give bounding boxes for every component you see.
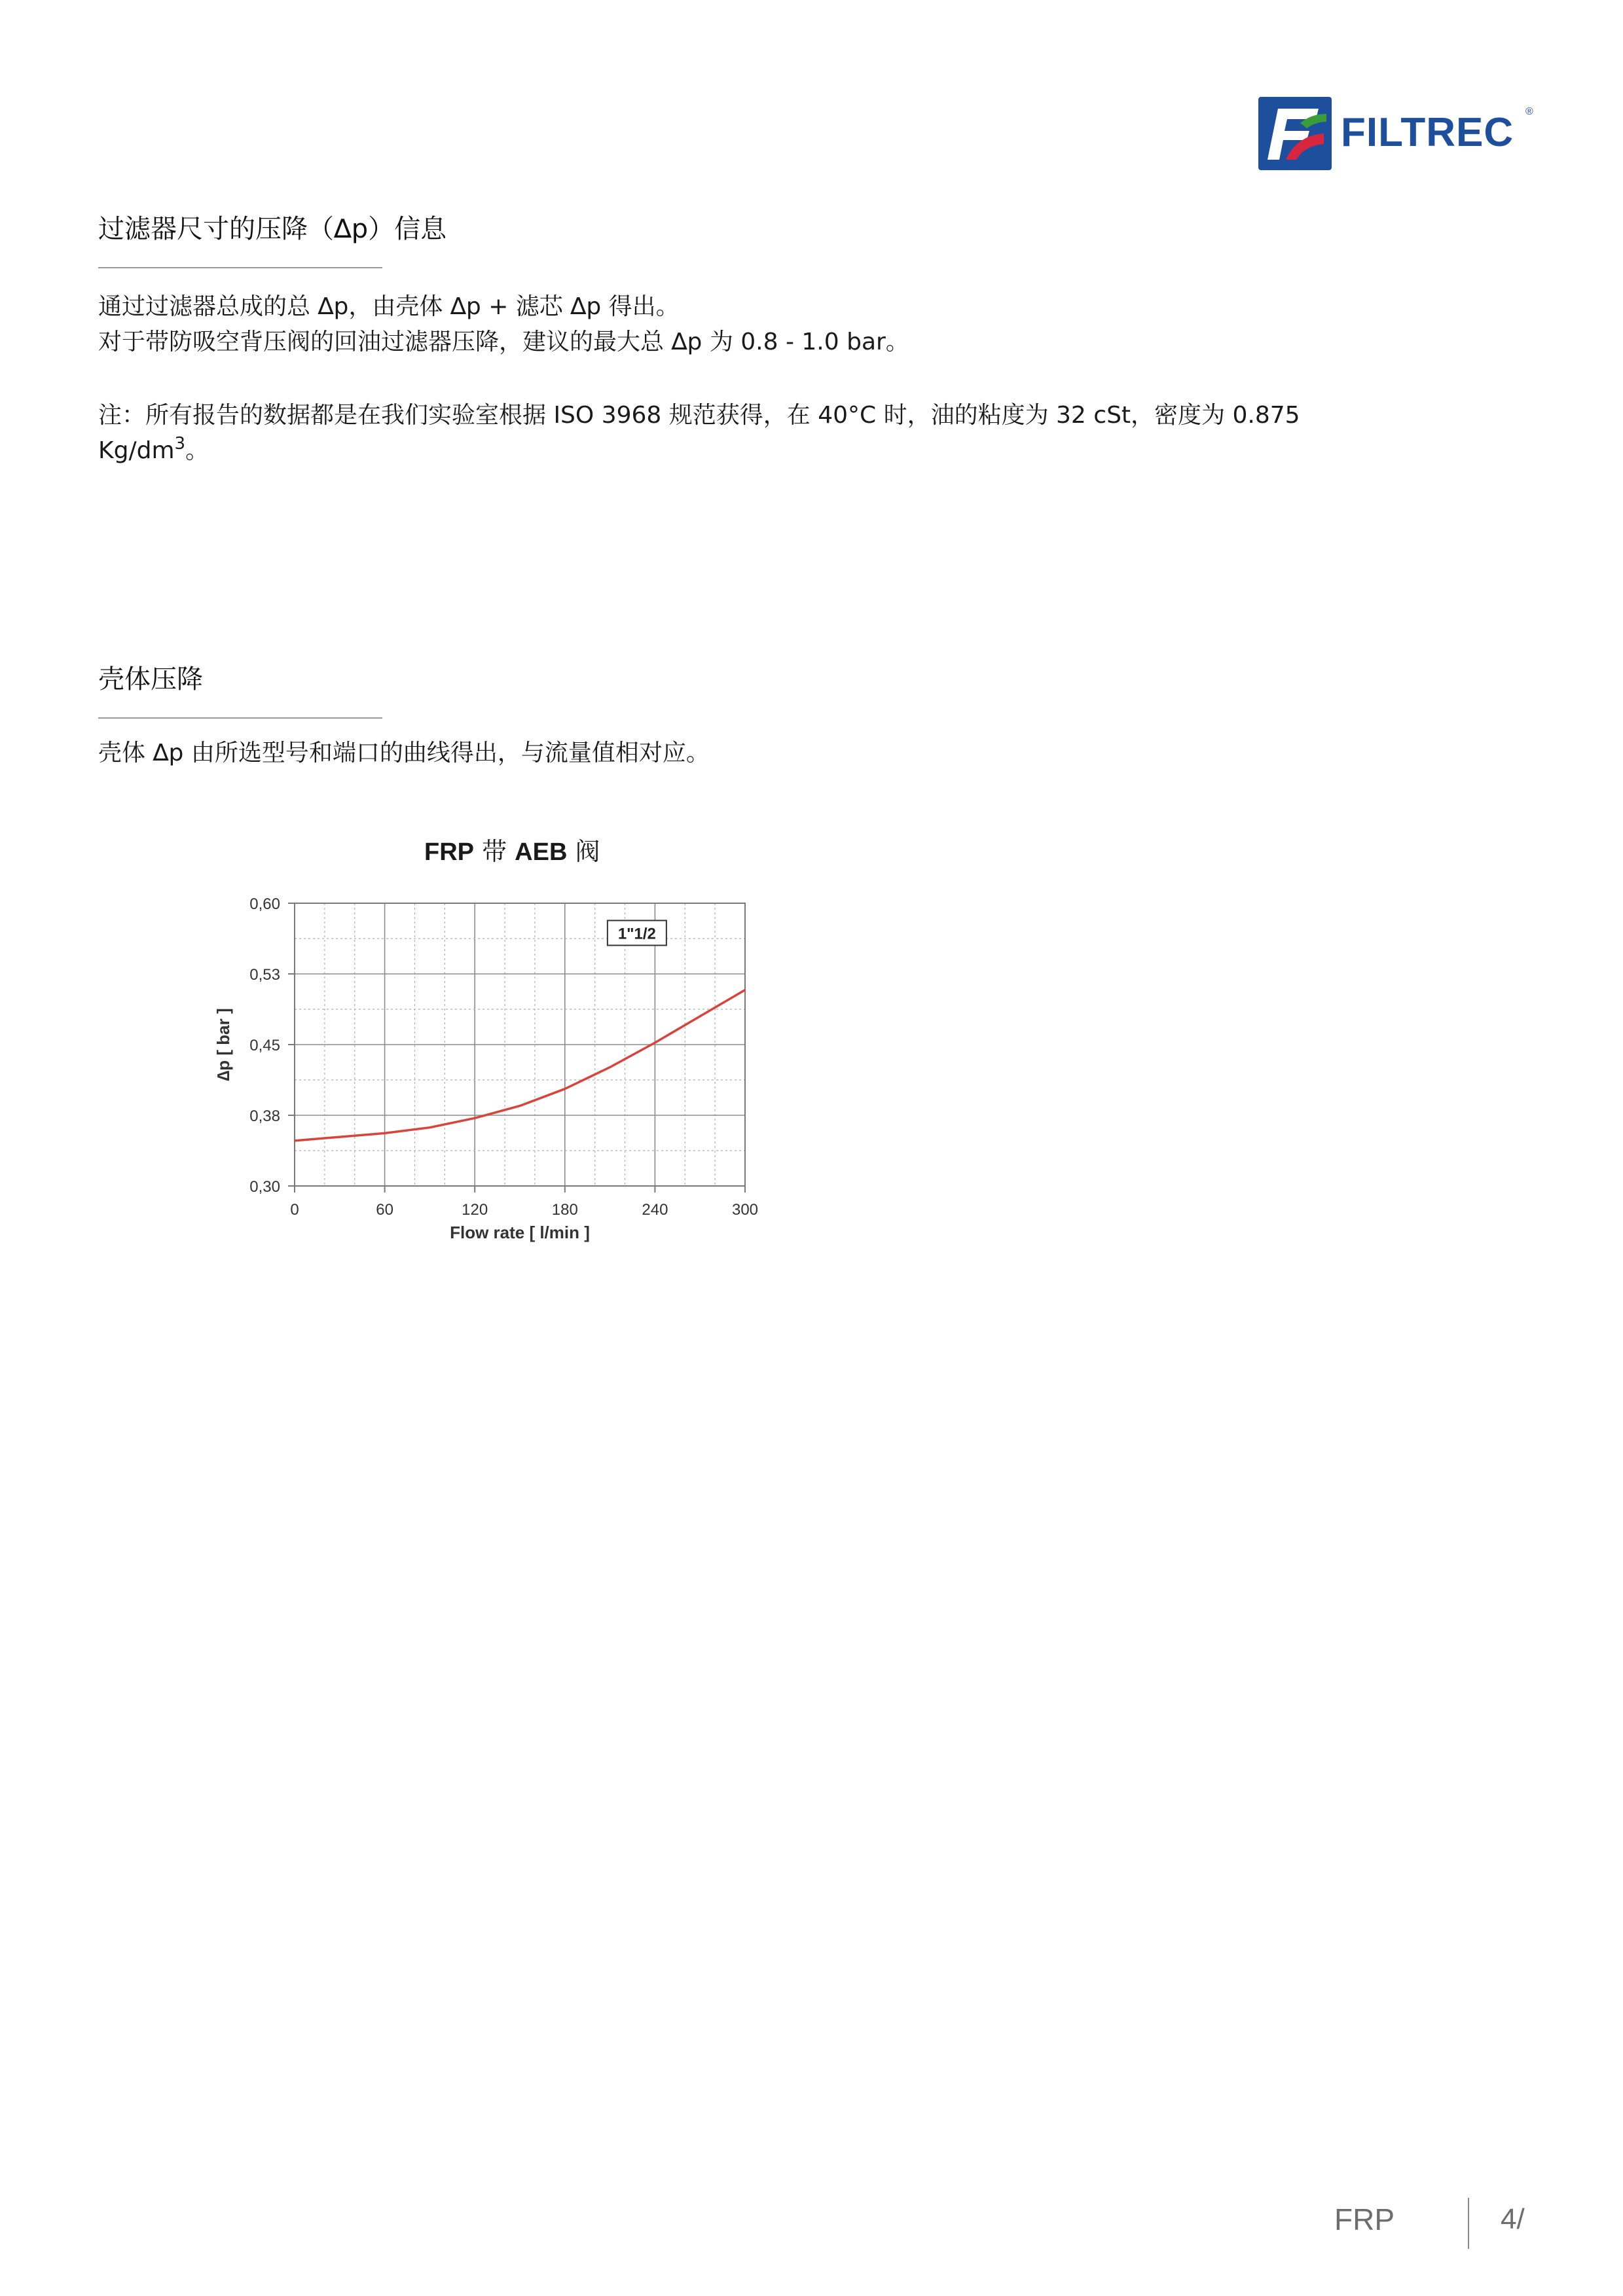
registered-mark: ® (1525, 106, 1533, 117)
chart-title-part: FRP (424, 838, 474, 866)
y-tick-label: 0,45 (249, 1037, 280, 1054)
x-tick-label: 180 (551, 1201, 578, 1219)
note-line-1: 注：所有报告的数据都是在我们实验室根据 ISO 3968 规范获得，在 40°C 时，油的粘度为 32 cSt，密度为 0.875 (98, 402, 1300, 429)
chart-title-part: 带 (474, 837, 515, 866)
heading-underline (98, 267, 382, 268)
note-end-punctuation: 。 (185, 437, 210, 464)
x-tick-label: 240 (642, 1201, 668, 1219)
series-label: 1"1/2 (617, 925, 656, 943)
y-tick-label: 0,53 (249, 966, 280, 984)
paragraph-recommended-dp: 对于带防吸空背压阀的回油过滤器压降，建议的最大总 ∆p 为 0.8 - 1.0 bar。 (98, 329, 909, 355)
x-tick-label: 120 (462, 1201, 488, 1219)
series-label-box (608, 920, 666, 945)
y-axis-label: ∆p [ bar ] (213, 1008, 233, 1081)
y-tick-label: 0,38 (249, 1107, 280, 1125)
x-tick-labels (290, 1186, 758, 1219)
chart-series (295, 990, 745, 1141)
y-tick-labels (249, 895, 295, 1196)
section-heading-housing-dp: 壳体压降 (98, 664, 203, 694)
density-unit-exponent: 3 (174, 434, 186, 454)
note-line-2 (98, 435, 209, 467)
paragraph-housing-dp: 壳体 ∆p 由所选型号和端口的曲线得出，与流量值相对应。 (98, 740, 710, 766)
chart-grid (295, 903, 745, 1186)
section-heading-pressure-drop: 过滤器尺寸的压降（∆p）信息 (98, 214, 447, 244)
density-unit: Kg/dm (98, 437, 175, 464)
filtrec-logo (1258, 97, 1533, 170)
chart-title-part: 阀 (567, 837, 600, 866)
x-axis-label: Flow rate [ l/min ] (450, 1223, 590, 1242)
paragraph-total-dp: 通过过滤器总成的总 ∆p，由壳体 ∆p + 滤芯 ∆p 得出。 (98, 293, 680, 320)
footer-page-number: 4/ (1501, 2203, 1525, 2235)
chart-title (424, 831, 600, 867)
heading-underline (98, 717, 382, 719)
x-tick-label: 300 (731, 1201, 759, 1219)
y-tick-label: 0,60 (249, 895, 280, 913)
brand-name: FILTREC (1341, 110, 1514, 155)
chart-title-part: AEB (515, 838, 568, 866)
y-tick-label: 0,30 (249, 1178, 280, 1196)
x-tick-label: 60 (376, 1201, 393, 1219)
series-line (295, 990, 745, 1141)
x-tick-label: 0 (290, 1201, 299, 1219)
filtrec-logo-icon (1258, 97, 1332, 170)
footer-product-code: FRP (1334, 2202, 1395, 2236)
pressure-drop-chart (210, 877, 786, 1244)
footer-separator (1468, 2198, 1469, 2249)
